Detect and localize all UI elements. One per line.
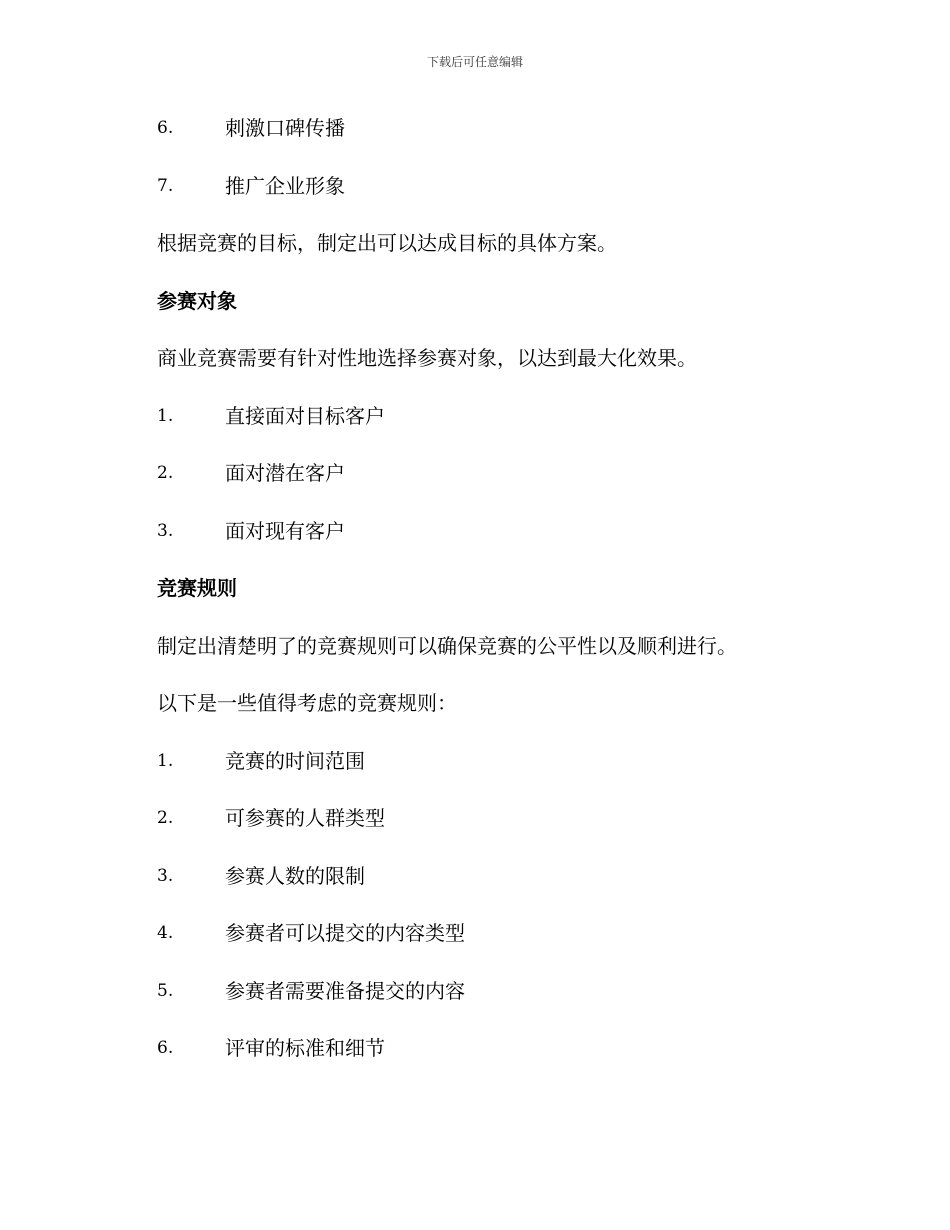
list-number: 1. bbox=[157, 405, 174, 426]
paragraph: 根据竞赛的目标，制定出可以达成目标的具体方案。 bbox=[157, 231, 617, 255]
list-item bbox=[157, 171, 877, 229]
list-number: 2. bbox=[157, 808, 174, 828]
paragraph: 商业竞赛需要有针对性地选择参赛对象，以达到最大化效果。 bbox=[157, 346, 697, 370]
list-text: 面对现有客户 bbox=[225, 518, 345, 543]
list-text: 直接面对目标客户 bbox=[225, 403, 385, 428]
list-text: 竞赛的时间范围 bbox=[225, 748, 365, 773]
list-number: 1. bbox=[157, 750, 174, 771]
page-header: 下载后可任意编辑 bbox=[426, 55, 523, 69]
list-item bbox=[157, 516, 877, 574]
list-number: 7. bbox=[157, 175, 174, 196]
list-number: 6. bbox=[157, 118, 174, 138]
list-text: 评审的标准和细节 bbox=[225, 1036, 385, 1060]
list-number: 3. bbox=[157, 520, 174, 541]
list-text: 参赛人数的限制 bbox=[225, 863, 365, 888]
list-text: 面对潜在客户 bbox=[225, 461, 345, 485]
list-item bbox=[157, 401, 877, 459]
list-item bbox=[157, 861, 877, 919]
list-item bbox=[157, 803, 877, 861]
list-number: 6. bbox=[157, 1038, 174, 1058]
paragraph: 制定出清楚明了的竞赛规则可以确保竞赛的公平性以及顺利进行。 bbox=[157, 633, 737, 658]
section-heading: 竞赛规则 bbox=[157, 576, 237, 600]
list-item bbox=[157, 918, 877, 976]
list-text: 参赛者可以提交的内容类型 bbox=[225, 921, 465, 945]
list-text: 参赛者需要准备提交的内容 bbox=[225, 978, 465, 1003]
paragraph: 以下是一些值得考虑的竞赛规则： bbox=[157, 691, 457, 715]
document-body bbox=[157, 113, 877, 1091]
list-text: 刺激口碑传播 bbox=[225, 116, 345, 140]
list-text: 推广企业形象 bbox=[225, 173, 345, 198]
list-item bbox=[157, 1033, 877, 1091]
list-item bbox=[157, 458, 877, 516]
list-item bbox=[157, 976, 877, 1034]
list-item bbox=[157, 746, 877, 804]
list-text: 可参赛的人群类型 bbox=[225, 806, 385, 830]
list-number: 3. bbox=[157, 865, 174, 886]
list-item bbox=[157, 113, 877, 171]
list-number: 5. bbox=[157, 980, 174, 1001]
list-number: 4. bbox=[157, 923, 174, 943]
section-heading: 参赛对象 bbox=[157, 288, 237, 313]
list-number: 2. bbox=[157, 463, 174, 483]
